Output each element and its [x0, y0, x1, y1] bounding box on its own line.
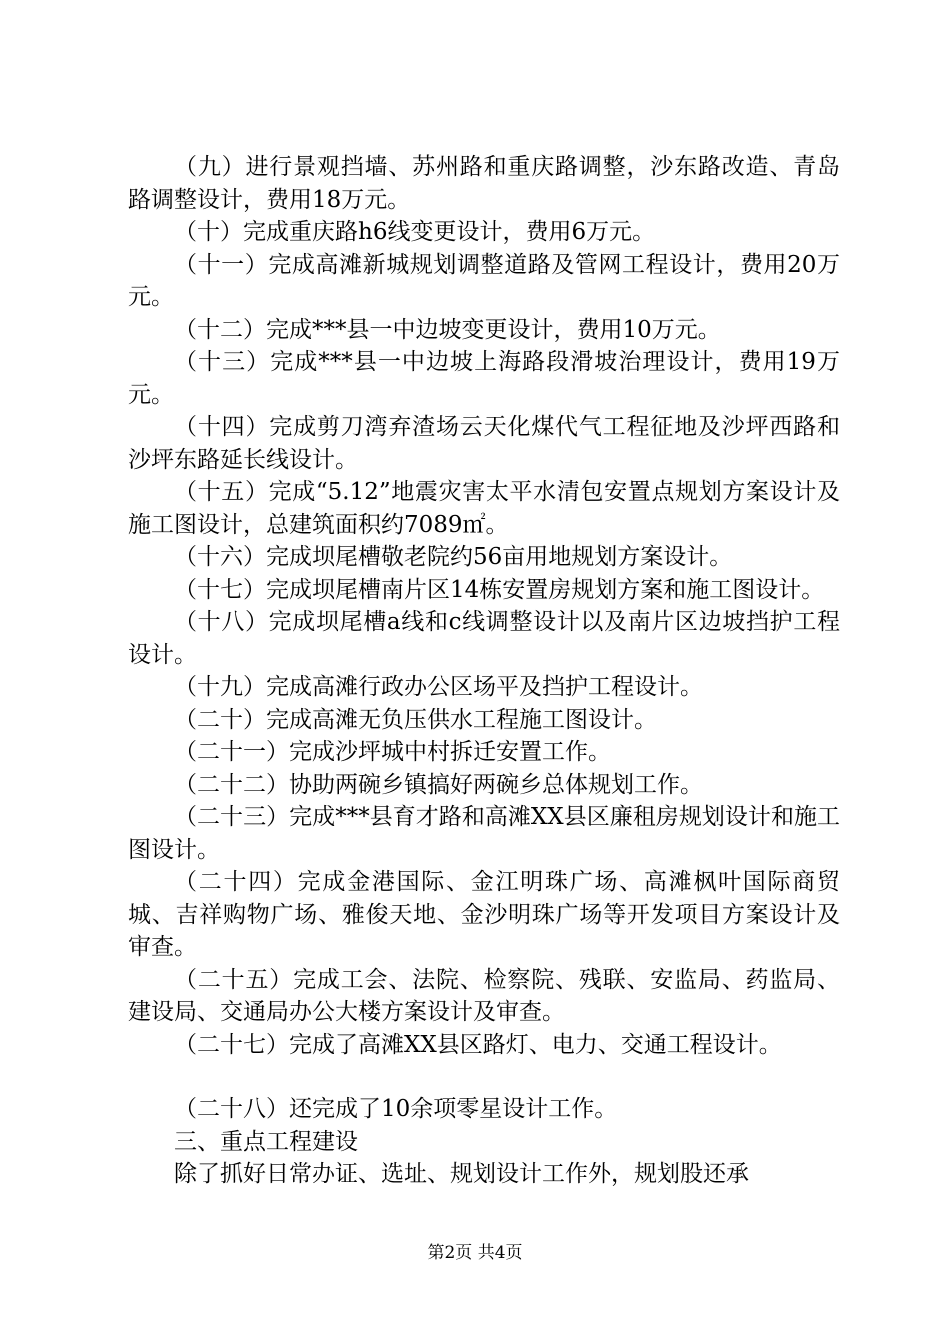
- paragraph-19: （十九）完成高滩行政办公区场平及挡护工程设计。: [174, 674, 703, 700]
- paragraph-22: （二十二）协助两碗乡镇搞好两碗乡总体规划工作。: [174, 771, 703, 798]
- paragraph-16: （十六）完成坝尾槽敬老院约56亩用地规划方案设计。: [174, 544, 733, 570]
- paragraph-15: （十五）完成“5.12”地震灾害太平水清包安置点规划方案设计及施工图设计，总建筑面积约7089㎡。: [128, 479, 840, 538]
- paragraph-13: （十三）完成***县一中边坡上海路段滑坡治理设计，费用19万元。: [128, 349, 840, 408]
- paragraph-11: （十一）完成高滩新城规划调整道路及管网工程设计，费用20万元。: [128, 251, 840, 310]
- paragraph-12: （十二）完成***县一中边坡变更设计，费用10万元。: [174, 316, 721, 343]
- paragraph-24: （二十四）完成金港国际、金江明珠广场、高滩枫叶国际商贸城、吉祥购物广场、雅俊天地、金沙明珠广场等开发项目方案设计及审查。: [128, 869, 840, 960]
- paragraph-23: （二十三）完成***县育才路和高滩XX县区廉租房规划设计和施工图设计。: [128, 804, 840, 863]
- paragraph-9: （九）进行景观挡墙、苏州路和重庆路调整，沙东路改造、青岛路调整设计，费用18万元。: [128, 154, 840, 213]
- page-number-footer: 第2页 共4页: [427, 1243, 523, 1263]
- paragraph-section-body: 除了抓好日常办证、选址、规划设计工作外，规划股还承: [174, 1161, 749, 1187]
- paragraph-18: （十八）完成坝尾槽a线和c线调整设计以及南片区边坡挡护工程设计。: [128, 609, 840, 668]
- paragraph-17: （十七）完成坝尾槽南片区14栋安置房规划方案和施工图设计。: [174, 576, 825, 603]
- paragraph-27: （二十七）完成了高滩XX县区路灯、电力、交通工程设计。: [174, 1031, 782, 1058]
- document-body: [128, 151, 840, 1191]
- paragraph-28: （二十八）还完成了10余项零星设计工作。: [174, 1096, 618, 1122]
- paragraph-25: （二十五）完成工会、法院、检察院、残联、安监局、药监局、建设局、交通局办公大楼方案设计及审查。: [128, 966, 840, 1025]
- section-heading: 三、重点工程建设: [174, 1128, 358, 1155]
- paragraph-21: （二十一）完成沙坪城中村拆迁安置工作。: [174, 739, 611, 765]
- paragraph-14: （十四）完成剪刀湾弃渣场云天化煤代气工程征地及沙坪西路和沙坪东路延长线设计。: [128, 414, 840, 473]
- paragraph-20: （二十）完成高滩无负压供水工程施工图设计。: [174, 706, 657, 733]
- paragraph-10: （十）完成重庆路h6线变更设计，费用6万元。: [174, 219, 656, 245]
